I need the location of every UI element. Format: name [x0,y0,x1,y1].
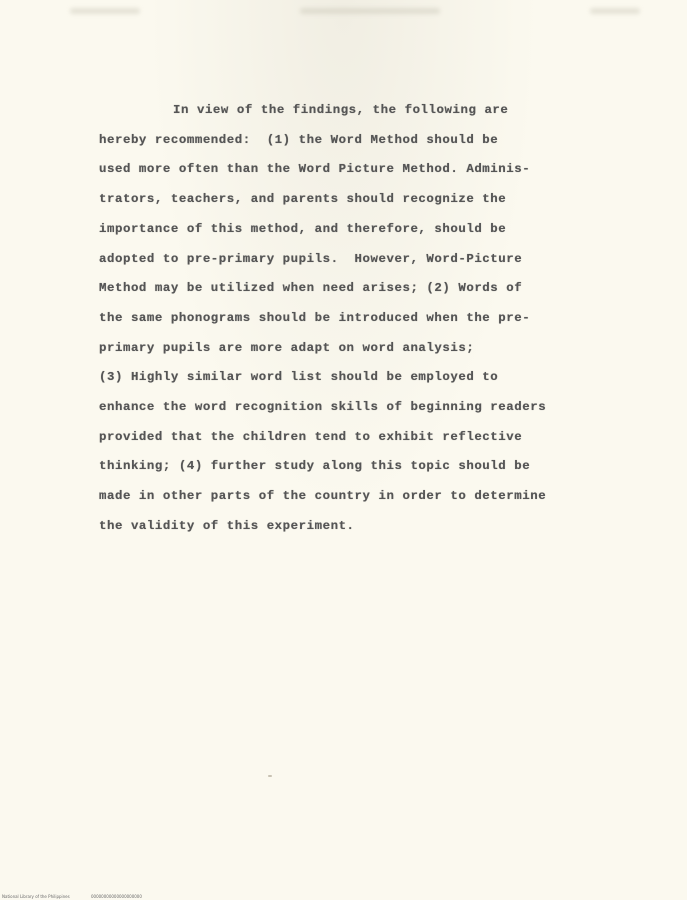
text-line: the same phonograms should be introduced when the pre- [99,310,531,325]
text-line: thinking; (4) further study along this topic should be [99,459,531,474]
text-line: provided that the children tend to exhibit reflective [99,429,523,444]
text-line: importance of this method, and therefore, should be [99,221,507,236]
recommendations-paragraph [99,96,619,542]
text-line: hereby recommended: (1) the Word Method should be [99,132,499,147]
footer-institution: National Library of the Philippines [2,894,70,899]
paper-smudge [70,8,140,14]
text-line: adopted to pre-primary pupils. However, Word-Picture [99,251,523,266]
text-line: the validity of this experiment. [99,518,355,533]
text-line: In view of the findings, the following are [173,103,509,117]
footer-code: 00000000000000000000 [91,894,142,899]
paper-smudge [590,8,640,14]
footer-caption [2,894,142,899]
paper-smudge [300,8,440,14]
paper-speck [268,775,272,777]
text-line: used more often than the Word Picture Method. Adminis- [99,162,531,177]
text-line: (3) Highly similar word list should be employed to [99,370,499,385]
text-line: enhance the word recognition skills of beginning readers [99,400,547,415]
text-line: trators, teachers, and parents should recognize the [99,192,507,207]
text-line: Method may be utilized when need arises; (2) Words of [99,281,523,296]
text-line: made in other parts of the country in order to determine [99,489,547,504]
text-line: primary pupils are more adapt on word analysis; [99,340,475,355]
